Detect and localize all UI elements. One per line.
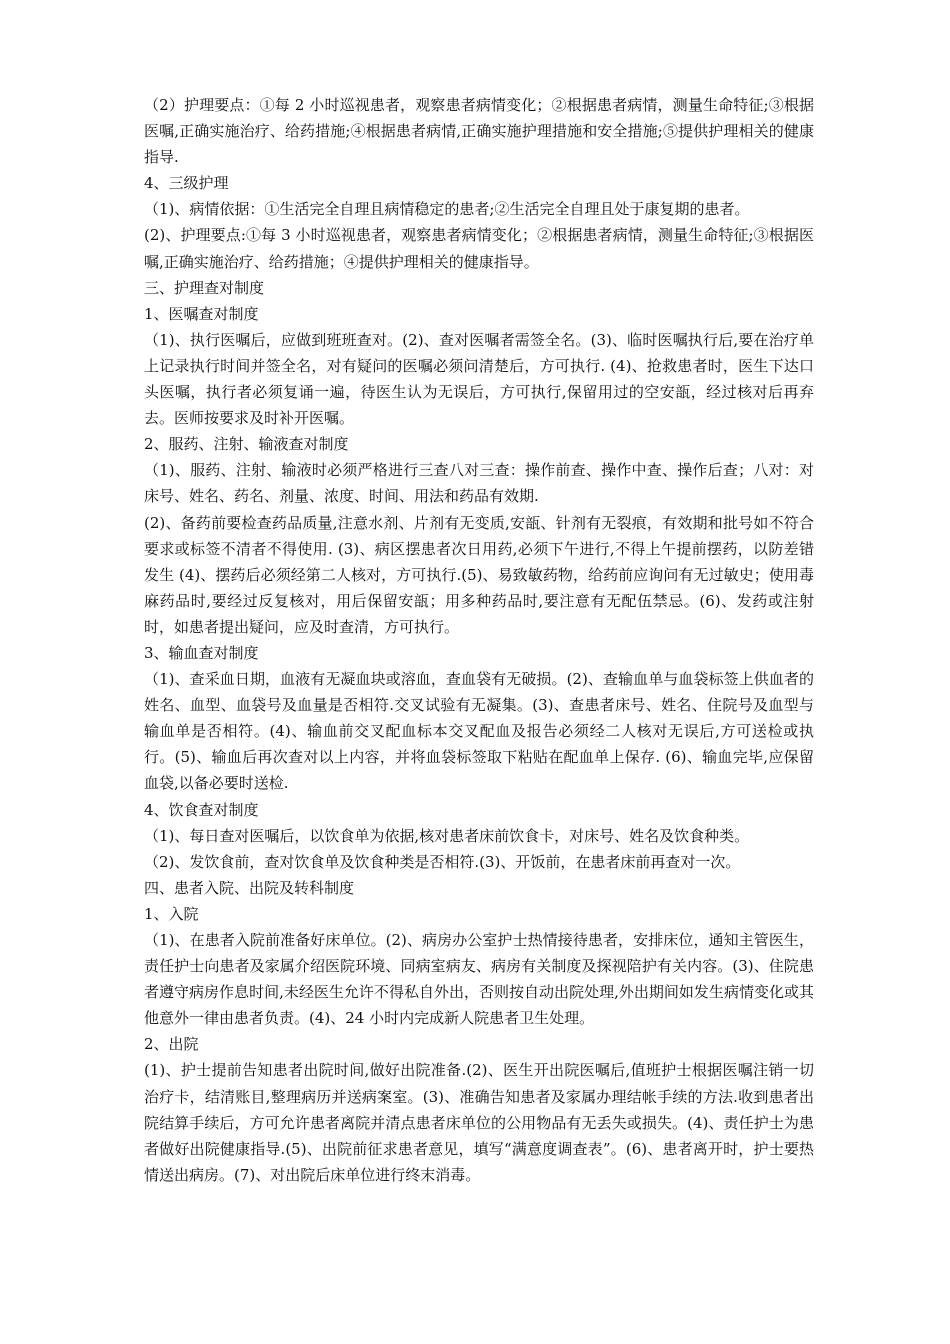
medication-verification-text-1: （1)、服药、注射、输液时必须严格进行三查八对三查：操作前查、操作中查、操作后查；八对：对床号、姓名、药名、剂量、浓度、时间、用法和药品有效期.	[144, 461, 814, 506]
diet-verification-text-2: （2)、发饮食前，查对饮食单及饮食种类是否相符.(3)、开饭前，在患者床前再查对一次。	[144, 852, 741, 871]
chapter-heading-verification: 三、护理查对制度	[144, 278, 265, 297]
discharge-text: (1)、护士提前告知患者出院时间,做好出院准备.(2)、医生开出院医嘱后,值班护士根据医嘱注销一切治疗卡，结清账目,整理病历并送病案室。(3)、准确告知患者及家属办理结帐手续的方法.收到患者出院结算手续后，方可允许患者离院并清点患者床单位的公用物品有无丢失或损失。(4)、责任护士为患者做好出院健康指导.(5)、出院前征求患者意见，填写“满意度调查表”。(6)、患者离开时，护士要热情送出病房。(7)、对出院后床单位进行终末消毒。	[144, 1061, 814, 1184]
section-heading-diet-verification: 4、饮食查对制度	[144, 800, 259, 819]
admission-text: （1)、在患者入院前准备好床单位。(2)、病房办公室护士热情接待患者，安排床位，通知主管医生，责任护士向患者及家属介绍医院环境、同病室病友、病房有关制度及探视陪护有关内容。(3)、住院患者遵守病房作息时间,未经医生允许不得私自外出，否则按自动出院处理,外出期间如发生病情变化或其他意外一律由患者负责。(4)、24 小时内完成新人院患者卫生处理。	[144, 931, 814, 1028]
section-heading-level3-care: 4、三级护理	[144, 174, 229, 193]
section-heading-transfusion-verification: 3、输血查对制度	[144, 643, 259, 662]
order-verification-text: （1)、执行医嘱后，应做到班班查对。(2)、查对医嘱者需签全名。(3)、临时医嘱执行后,要在治疗单上记录执行时间并签全名，对有疑问的医嘱必须问清楚后，方可执行. (4)、抢救患者时，医生下达口头医嘱，执行者必须复诵一遍，待医生认为无误后，方可执行,保留用过的空安瓿，经过核对后再弃去。医师按要求及时补开医嘱。	[144, 330, 814, 428]
section-heading-medication-verification: 2、服药、注射、输液查对制度	[144, 435, 349, 454]
section-heading-admission: 1、入院	[144, 904, 199, 923]
section-heading-discharge: 2、出院	[144, 1035, 199, 1054]
nursing-key-points-level2: （2）护理要点：①每 2 小时巡视患者，观察患者病情变化；②根据患者病情，测量生命特征;③根据医嘱,正确实施治疗、给药措施;④根据患者病情,正确实施护理措施和安全措施;⑤提供护理相关的健康指导.	[144, 96, 814, 167]
document-page	[144, 92, 814, 1188]
condition-basis-level3: （1)、病情依据：①生活完全自理且病情稳定的患者;②生活完全自理且处于康复期的患者。	[144, 200, 750, 219]
medication-verification-text-2: (2)、备药前要检查药品质量,注意水剂、片剂有无变质,安瓿、针剂有无裂痕，有效期和批号如不符合要求或标签不清者不得使用. (3)、病区摆患者次日用药,必须下午进行,不得上午提前摆药，以防差错发生 (4)、摆药后必须经第二人核对，方可执行.(5)、易致敏药物，给药前应询问有无过敏史；使用毒麻药品时,要经过反复核对，用后保留安瓿；用多种药品时,要注意有无配伍禁忌。(6)、发药或注射时，如患者提出疑问，应及时查清，方可执行。	[144, 513, 814, 636]
transfusion-verification-text: （1)、查采血日期，血液有无凝血块或溶血，查血袋有无破损。(2)、查输血单与血袋标签上供血者的姓名、血型、血袋号及血量是否相符.交叉试验有无凝集。(3)、查患者床号、姓名、住院号及血型与输血单是否相符。(4)、输血前交叉配血标本交叉配血及报告必须经二人核对无误后,方可送检或执行。(5)、输血后再次查对以上内容，并将血袋标签取下粘贴在配血单上保存. (6)、输血完毕,应保留血袋,以备必要时送检.	[144, 670, 814, 793]
section-heading-order-verification: 1、医嘱查对制度	[144, 304, 259, 323]
diet-verification-text-1: （1)、每日查对医嘱后，以饮食单为依据,核对患者床前饮食卡，对床号、姓名及饮食种类。	[144, 826, 750, 845]
chapter-heading-admission-discharge: 四、患者入院、出院及转科制度	[144, 878, 355, 897]
nursing-key-points-level3: (2)、护理要点:①每 3 小时巡视患者，观察患者病情变化；②根据患者病情，测量生命特征;③根据医嘱,正确实施治疗、给药措施；④提供护理相关的健康指导。	[144, 226, 814, 271]
